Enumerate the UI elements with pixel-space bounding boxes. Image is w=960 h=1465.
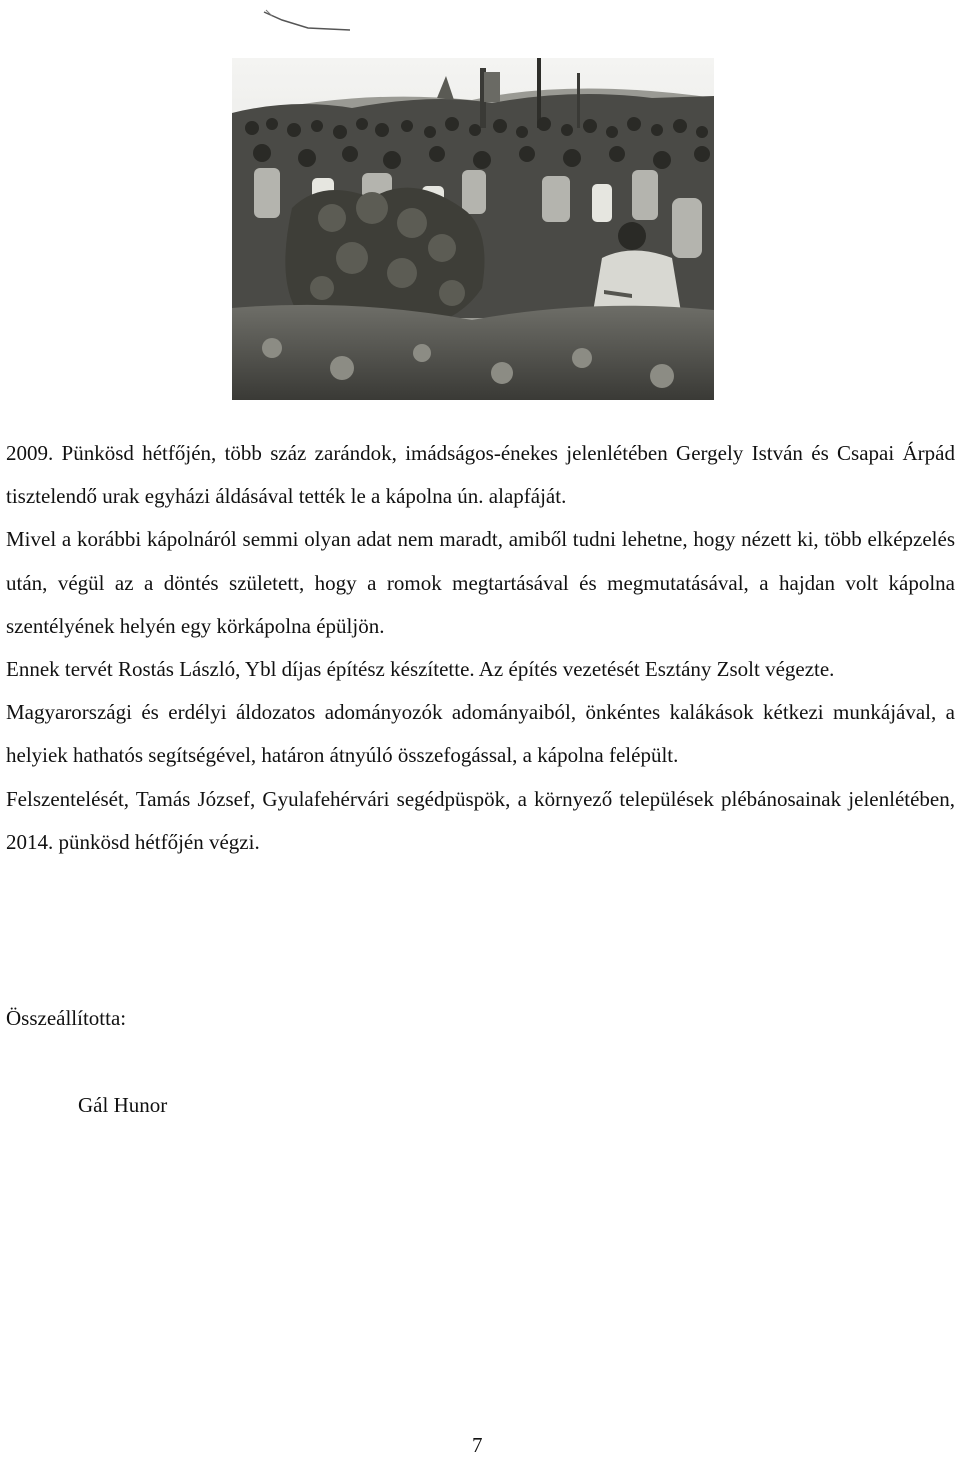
paragraph-donors: Magyarországi és erdélyi áldozatos adományozók adományaiból, önkéntes kalákások kétkezi munkájával, a helyiek hathatós segítségével, határon átnyúló összefogással, a kápolna felépült.	[6, 700, 955, 768]
paragraph-design: Mivel a korábbi kápolnáról semmi olyan adat nem maradt, amiből tudni lehetne, hogy nézett ki, több elképzelés után, végül az a döntés született, hogy a romok megtartásával és megmutatásával, a hajdan volt kápolna szentélyének helyén egy körkápolna épüljön.	[6, 527, 955, 638]
page-number: 7	[472, 1433, 483, 1457]
paragraph-consecration: Felszentelését, Tamás József, Gyulafehérvári segédpüspök, a környező települések plébánosainak jelenlétében, 2014. pünkösd hétfőjén végzi.	[6, 786, 955, 854]
crowd-photo	[232, 58, 714, 400]
credit-name: Gál Hunor	[78, 1093, 168, 1117]
paragraph-architect: Ennek tervét Rostás László, Ybl díjas építész készítette. Az építés vezetését Esztány Zsolt végezte.	[6, 657, 835, 682]
scan-mark	[262, 8, 352, 32]
paragraph-caption: 2009. Pünkösd hétfőjén, több száz zarándok, imádságos-énekes jelenlétében Gergely István és Csapai Árpád tisztelendő urak egyházi áldásával tették le a kápolna ún. alapfáját.	[6, 441, 955, 509]
credit-label: Összeállította:	[6, 1006, 127, 1030]
body-text	[6, 432, 955, 864]
